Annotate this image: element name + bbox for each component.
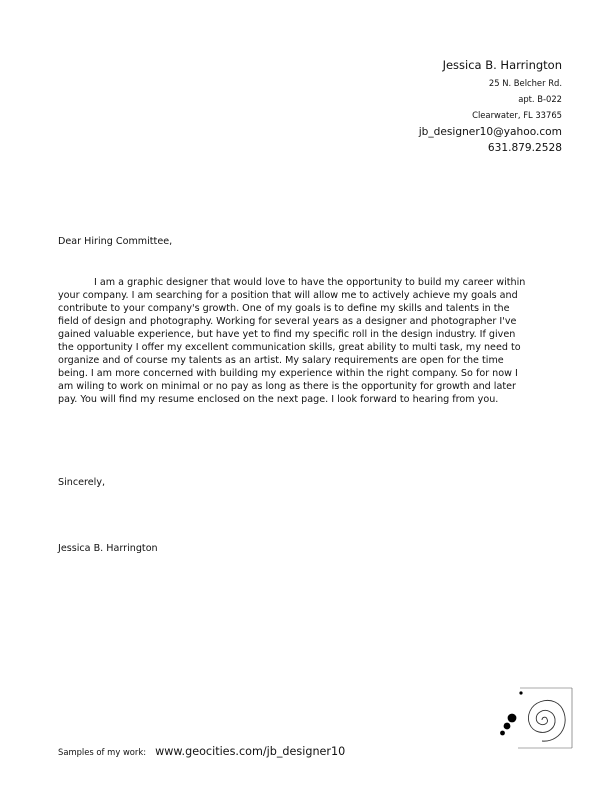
samples-label: Samples of my work: <box>58 747 147 757</box>
sender-name: Jessica B. Harrington <box>442 58 562 72</box>
signature-name: Jessica B. Harrington <box>58 543 158 554</box>
portfolio-url: www.geocities.com/jb_designer10 <box>155 745 346 758</box>
letter-body: I am a graphic designer that would love to have the opportunity to build my career within your company. I am searching for a position that will allow me to actively achieve my goals and contribute to your company's growth. One of my goals is to define my skills and talents in the field of design and photography. Working for several years as a designer and photographer I've gained valuable experience, but have yet to find my specific roll in the design industry. If given the opportunity I offer my excellent communication skills, great ability to multi task, my need to organize and of course my talents as an artist. My salary requirements are open for the time being. I am more concerned with building my experience within the right company. So for now I am wiling to work on minimal or no pay as long as there is the opportunity for growth and later pay. You will find my resume enclosed on the next page. I look forward to hearing from you. <box>58 277 526 405</box>
sender-phone: 631.879.2528 <box>487 141 562 154</box>
sender-street: 25 N. Belcher Rd. <box>488 77 562 88</box>
sender-header <box>419 60 562 159</box>
logo-dot-medium <box>504 723 511 730</box>
closing: Sincerely, <box>58 477 106 488</box>
sender-city-state-zip: Clearwater, FL 33765 <box>472 109 562 120</box>
footer <box>58 740 345 759</box>
logo-dot-large <box>508 714 517 723</box>
sender-apt: apt. B-022 <box>518 93 562 104</box>
salutation: Dear Hiring Committee, <box>58 236 173 247</box>
sender-email: jb_designer10@yahoo.com <box>418 126 562 139</box>
spiral-dots-logo <box>498 682 580 752</box>
logo-dot-tiny <box>519 691 522 694</box>
logo-dot-small <box>500 731 505 736</box>
